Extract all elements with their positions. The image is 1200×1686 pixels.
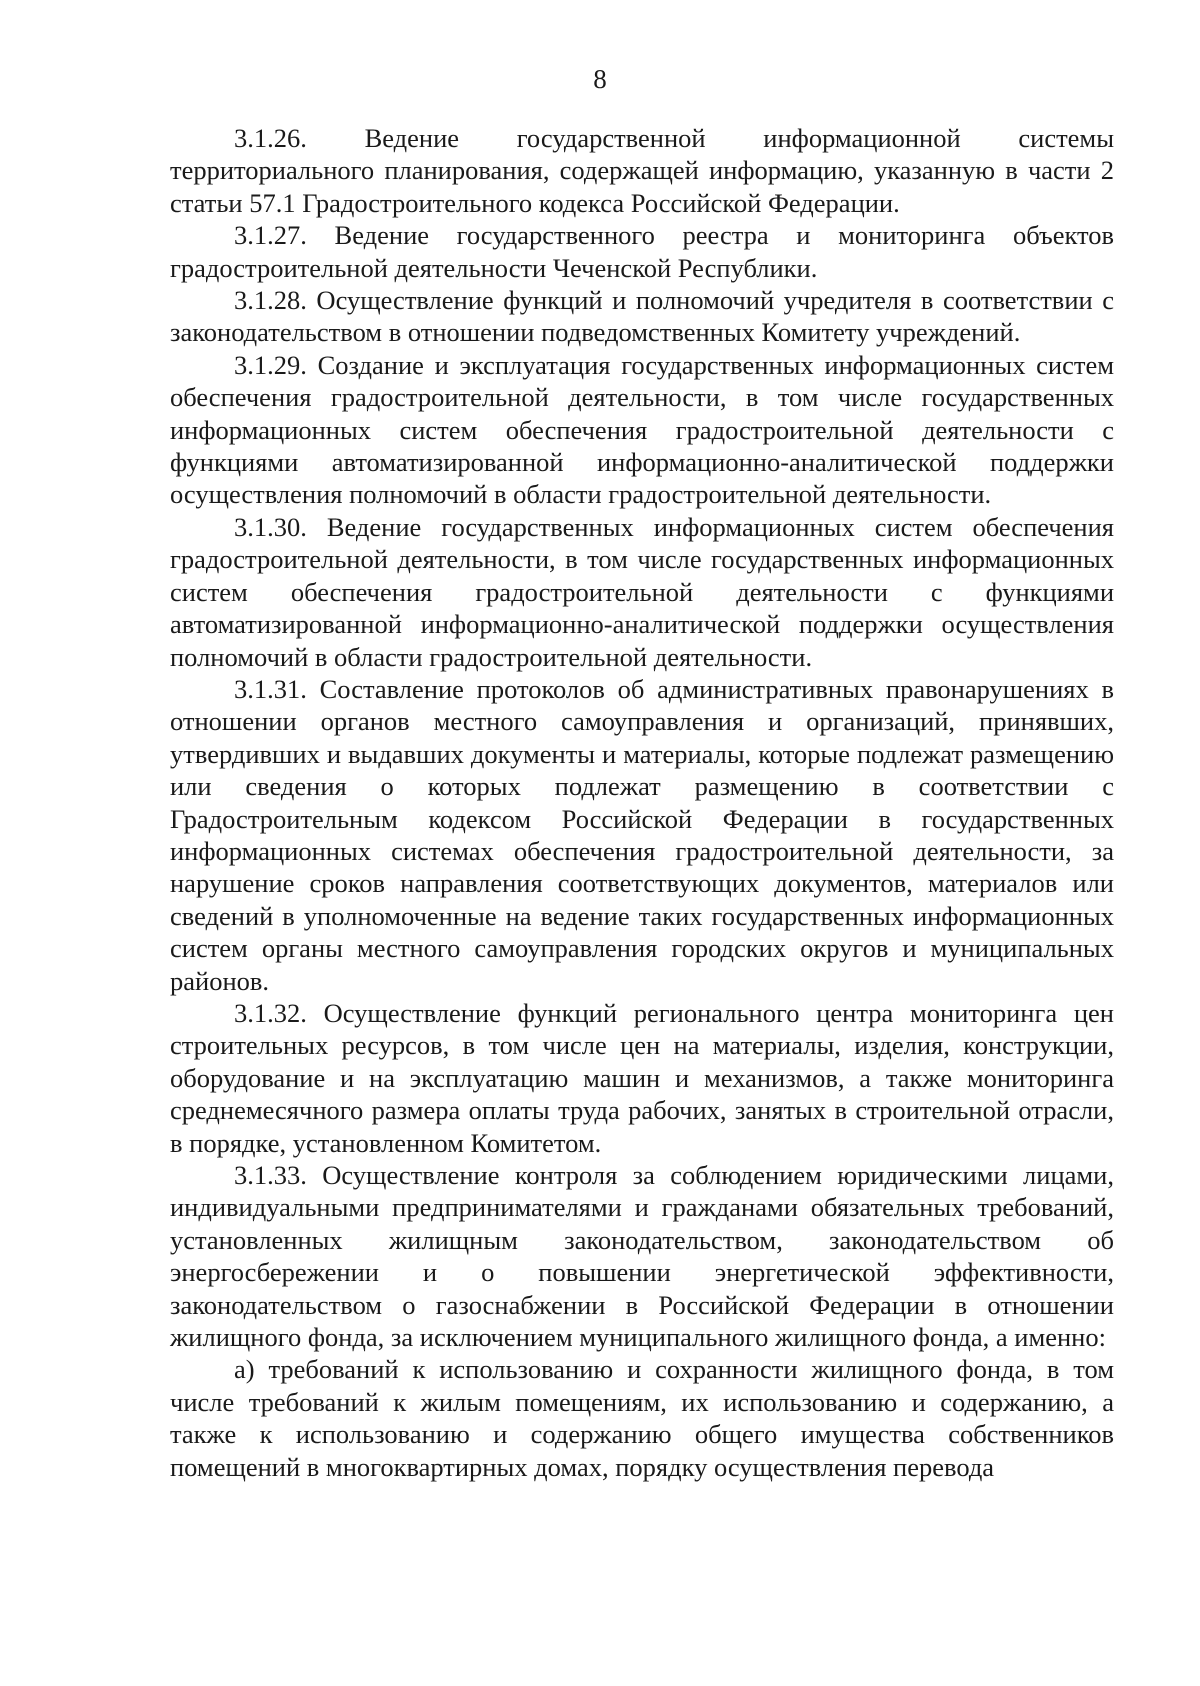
paragraph-3-1-27: 3.1.27. Ведение государственного реестра и мониторинга объектов градостроительной деятельности Чеченской Республики. (170, 220, 1114, 283)
page-number: 8 (593, 64, 607, 94)
paragraph-3-1-30: 3.1.30. Ведение государственных информационных систем обеспечения градостроительной деятельности, в том числе государственных информационных систем обеспечения градостроительной деятельности с функциями автоматизированной информационно-аналитической поддержки осуществления полномочий в области градостроительной деятельности. (170, 511, 1114, 672)
paragraph-subitem-a: а) требований к использованию и сохранности жилищного фонда, в том числе требований к жилым помещениям, их использованию и содержанию, а также к использованию и содержанию общего имущества собственников помещений в многоквартирных домах, порядку осуществления перевода (170, 1354, 1114, 1482)
paragraph-3-1-31: 3.1.31. Составление протоколов об административных правонарушениях в отношении органов местного самоуправления и организаций, принявших, утвердивших и выдавших документы и материалы, которые подлежат размещению или сведения о которых подлежат размещению в соответствии с Градостроительным кодексом Российской Федерации в государственных информационных системах обеспечения градостроительной деятельности, за нарушение сроков направления соответствующих документов, материалов или сведений в уполномоченные на ведение таких государственных информационных систем органы местного самоуправления городских округов и муниципальных районов. (170, 673, 1114, 996)
paragraph-3-1-28: 3.1.28. Осуществление функций и полномочий учредителя в соответствии с законодательством в отношении подведомственных Комитету учреждений. (170, 285, 1114, 348)
document-body (170, 122, 1114, 1483)
paragraph-3-1-29: 3.1.29. Создание и эксплуатация государственных информационных систем обеспечения градостроительной деятельности, в том числе государственных информационных систем обеспечения градостроительной деятельности с функциями автоматизированной информационно-аналитической поддержки осуществления полномочий в области градостроительной деятельности. (170, 349, 1114, 510)
paragraph-3-1-33: 3.1.33. Осуществление контроля за соблюдением юридическими лицами, индивидуальными предпринимателями и гражданами обязательных требований, установленных жилищным законодательством, законодательством об энергосбережении и о повышении энергетической эффективности, законодательством о газоснабжении в Российской Федерации в отношении жилищного фонда, за исключением муниципального жилищного фонда, а именно: (170, 1160, 1114, 1353)
paragraph-3-1-32: 3.1.32. Осуществление функций регионального центра мониторинга цен строительных ресурсов, в том числе цен на материалы, изделия, конструкции, оборудование и на эксплуатацию машин и механизмов, а также мониторинга среднемесячного размера оплаты труда рабочих, занятых в строительной отрасли, в порядке, установленном Комитетом. (170, 997, 1114, 1158)
paragraph-3-1-26: 3.1.26. Ведение государственной информационной системы территориального планирования, содержащей информацию, указанную в части 2 статьи 57.1 Градостроительного кодекса Российской Федерации. (170, 123, 1114, 218)
